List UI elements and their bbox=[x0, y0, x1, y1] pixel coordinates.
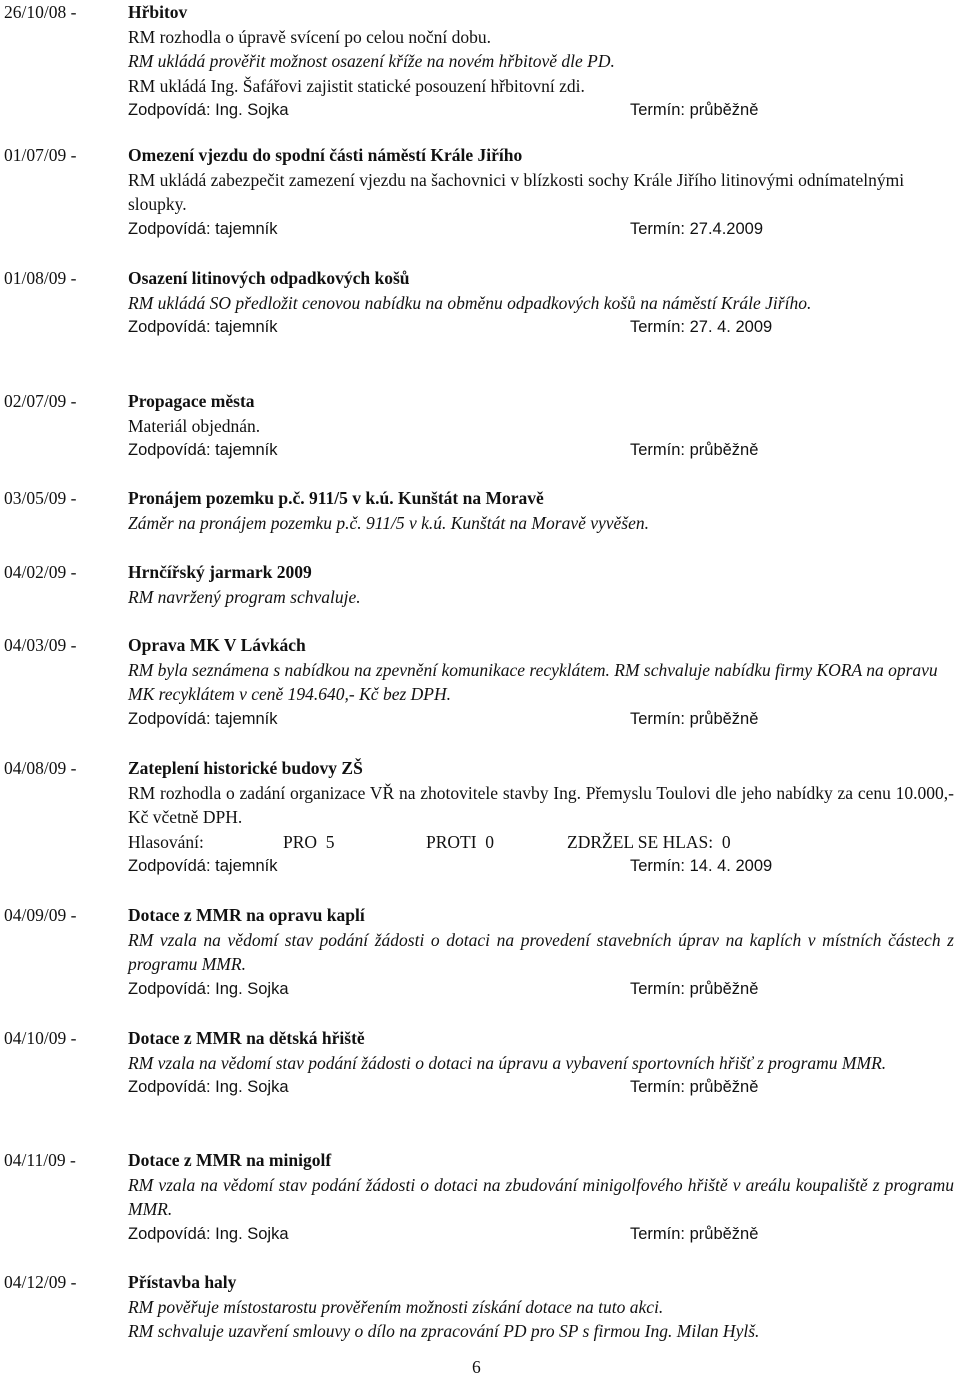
responsible-person: Zodpovídá: tajemník bbox=[128, 857, 278, 876]
responsible-person: Zodpovídá: tajemník bbox=[128, 219, 278, 238]
entry-number: 04/10/09 - bbox=[4, 1028, 77, 1048]
responsibility-line bbox=[128, 438, 954, 463]
entry-number: 04/11/09 - bbox=[4, 1150, 76, 1170]
responsibility-line bbox=[128, 707, 954, 732]
vote-line bbox=[128, 830, 954, 855]
responsibility-line bbox=[128, 1222, 954, 1247]
entry-title: Osazení litinových odpadkových košů bbox=[128, 268, 410, 288]
entry-title: Zateplení historické budovy ZŠ bbox=[128, 758, 363, 778]
deadline: Termín: průběžně bbox=[630, 709, 759, 728]
deadline: Termín: průběžně bbox=[630, 1224, 759, 1243]
entry-title: Hrnčířský jarmark 2009 bbox=[128, 562, 312, 582]
deadline: Termín: průběžně bbox=[630, 979, 759, 998]
entry-text: RM ukládá zabezpečit zamezení vjezdu na šachovnici v blízkosti sochy Krále Jiřího litinovými odnímatelnými sloupky. bbox=[128, 169, 905, 215]
entry-number: 04/09/09 - bbox=[4, 905, 77, 925]
responsible-person: Zodpovídá: Ing. Sojka bbox=[128, 1224, 289, 1243]
responsibility-line bbox=[128, 977, 954, 1002]
entry-text-line: RM pověřuje místostarostu prověřením možnosti získání dotace na tuto akci. bbox=[128, 1296, 664, 1317]
entry-text: RM ukládá SO předložit cenovou nabídku na obměnu odpadkových košů na náměstí Krále Jiřího. bbox=[128, 292, 812, 313]
responsible-person: Zodpovídá: tajemník bbox=[128, 441, 278, 460]
entry-title: Dotace z MMR na dětská hřiště bbox=[128, 1028, 365, 1048]
entry-title: Oprava MK V Lávkách bbox=[128, 635, 306, 655]
entry-title: Omezení vjezdu do spodní části náměstí Krále Jiřího bbox=[128, 145, 523, 165]
deadline: Termín: 27. 4. 2009 bbox=[630, 318, 773, 337]
entry-number: 02/07/09 - bbox=[4, 391, 77, 411]
deadline: Termín: 27.4.2009 bbox=[630, 219, 763, 238]
responsible-person: Zodpovídá: Ing. Sojka bbox=[128, 1078, 289, 1097]
responsibility-line bbox=[128, 854, 954, 879]
entry-text: Záměr na pronájem pozemku p.č. 911/5 v k.ú. Kunštát na Moravě vyvěšen. bbox=[128, 512, 650, 533]
entry-text: RM rozhodla o zadání organizace VŘ na zhotovitele stavby Ing. Přemyslu Toulovi dle jeho nabídky za cenu 10.000,-Kč včetně DPH. bbox=[128, 782, 954, 828]
deadline: Termín: průběžně bbox=[630, 101, 759, 120]
entry-text: RM byla seznámena s nabídkou na zpevnění komunikace recyklátem. RM schvaluje nabídku firmy KORA na opravu MK recyklátem v ceně 194.640,- Kč bez DPH. bbox=[128, 659, 938, 705]
entry-text-line: RM schvaluje uzavření smlouvy o dílo na zpracování PD pro SP s firmou Ing. Milan Hylš. bbox=[128, 1321, 760, 1342]
entry-text-line: RM ukládá Ing. Šafářovi zajistit statické posouzení hřbitovní zdi. bbox=[128, 75, 585, 96]
entry-text: Materiál objednán. bbox=[128, 415, 261, 436]
page-number: 6 bbox=[472, 1357, 481, 1377]
entry-number: 01/08/09 - bbox=[4, 268, 77, 288]
entry-number: 01/07/09 - bbox=[4, 145, 77, 165]
responsible-person: Zodpovídá: tajemník bbox=[128, 318, 278, 337]
responsibility-line bbox=[128, 217, 954, 242]
entry-text-line: RM ukládá prověřit možnost osazení kříže na novém hřbitově dle PD. bbox=[128, 51, 615, 72]
deadline: Termín: průběžně bbox=[630, 441, 759, 460]
entry-title: Hřbitov bbox=[128, 2, 188, 22]
entry-text: RM vzala na vědomí stav podání žádosti o dotaci na úpravu a vybavení sportovních hřišť z programu MMR. bbox=[128, 1052, 887, 1073]
entry-text: RM navržený program schvaluje. bbox=[128, 586, 361, 607]
vote-abstain: ZDRŽEL SE HLAS: 0 bbox=[567, 831, 731, 852]
entry-title: Přístavba haly bbox=[128, 1272, 237, 1292]
vote-proti: PROTI 0 bbox=[426, 831, 495, 852]
entry-title: Pronájem pozemku p.č. 911/5 v k.ú. Kunštát na Moravě bbox=[128, 488, 544, 508]
entry-text: RM vzala na vědomí stav podání žádosti o dotaci na zbudování minigolfového hřiště v areálu koupaliště z programu MMR. bbox=[128, 1174, 954, 1220]
responsible-person: Zodpovídá: Ing. Sojka bbox=[128, 101, 289, 120]
entry-text-line: RM rozhodla o úpravě svícení po celou noční dobu. bbox=[128, 26, 492, 47]
entry-number: 04/08/09 - bbox=[4, 758, 77, 778]
vote-label: Hlasování: bbox=[128, 831, 204, 852]
entry-text: RM vzala na vědomí stav podání žádosti o dotaci na provedení stavebních úprav na kaplích v místních částech z programu MMR. bbox=[128, 929, 954, 975]
responsible-person: Zodpovídá: tajemník bbox=[128, 709, 278, 728]
deadline: Termín: 14. 4. 2009 bbox=[630, 857, 773, 876]
entry-number: 04/03/09 - bbox=[4, 635, 77, 655]
entry-number: 03/05/09 - bbox=[4, 488, 77, 508]
entry-number: 04/12/09 - bbox=[4, 1272, 77, 1292]
entry-number: 04/02/09 - bbox=[4, 562, 77, 582]
entry-number: 26/10/08 - bbox=[4, 2, 77, 22]
responsibility-line bbox=[128, 315, 954, 340]
entry-title: Propagace města bbox=[128, 391, 255, 411]
entry-title: Dotace z MMR na opravu kaplí bbox=[128, 905, 365, 925]
responsibility-line bbox=[128, 98, 954, 123]
responsible-person: Zodpovídá: Ing. Sojka bbox=[128, 979, 289, 998]
responsibility-line bbox=[128, 1075, 954, 1100]
vote-pro: PRO 5 bbox=[283, 831, 335, 852]
deadline: Termín: průběžně bbox=[630, 1078, 759, 1097]
entry-title: Dotace z MMR na minigolf bbox=[128, 1150, 332, 1170]
